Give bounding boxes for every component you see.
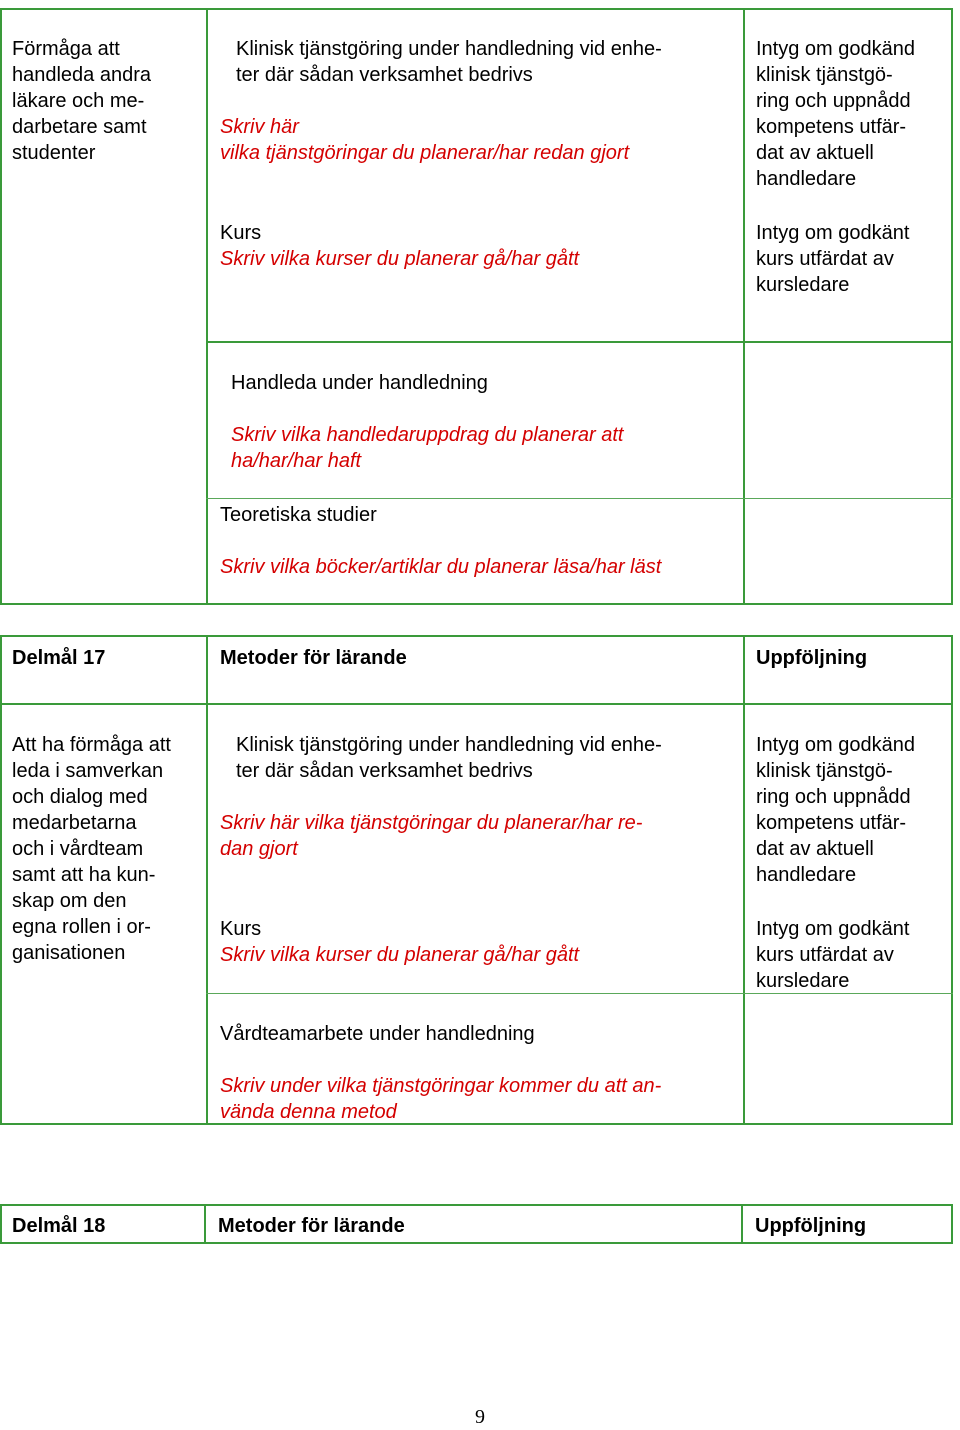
klinisk-hint: Skriv här vilka tjänstgöringar du planerar/har redan gjort [220, 116, 630, 164]
page-number: 9 [475, 1406, 485, 1428]
teori-title: Teoretiska studier [220, 504, 377, 526]
teori-hint: Skriv vilka böcker/artiklar du planerar läsa/har läst [220, 556, 662, 578]
klinisk-title: Klinisk tjänstgöring under handledning vid enhe- ter där sådan verksamhet bedrivs [236, 734, 662, 782]
kurs-title: Kurs [220, 918, 262, 940]
delmal-17-label: Delmål 17 [12, 647, 106, 669]
intyg-klinisk: Intyg om godkänd klinisk tjänstgö- ring och uppnådd kompetens utfär- dat av aktuell handledare [756, 734, 915, 886]
delmal-18-label: Delmål 18 [12, 1215, 106, 1237]
kurs-title: Kurs [220, 222, 262, 244]
intyg-kurs: Intyg om godkänt kurs utfärdat av kursledare [756, 222, 910, 296]
kurs-hint: Skriv vilka kurser du planerar gå/har gått [220, 944, 580, 966]
handleda-hint: Skriv vilka handledaruppdrag du planerar att ha/har/har haft [231, 424, 624, 472]
intyg-klinisk: Intyg om godkänd klinisk tjänstgö- ring och uppnådd kompetens utfär- dat av aktuell handledare [756, 38, 915, 190]
klinisk-title: Klinisk tjänstgöring under handledning vid enhe- ter där sådan verksamhet bedrivs [236, 38, 662, 86]
uppfoljning-label: Uppföljning [755, 1215, 867, 1237]
uppfoljning-label: Uppföljning [756, 647, 868, 669]
intyg-kurs: Intyg om godkänt kurs utfärdat av kursledare [756, 918, 910, 992]
kurs-hint: Skriv vilka kurser du planerar gå/har gått [220, 248, 580, 270]
metoder-label: Metoder för lärande [220, 647, 407, 669]
vardteam-hint: Skriv under vilka tjänstgöringar kommer du att an- vända denna metod [220, 1075, 662, 1123]
handleda-title: Handleda under handledning [231, 372, 488, 394]
klinisk-hint: Skriv här vilka tjänstgöringar du planerar/har re- dan gjort [220, 812, 643, 860]
vardteam-title: Vårdteamarbete under handledning [220, 1023, 535, 1045]
goal-text: Förmåga att handleda andra läkare och me- darbetare samt studenter [12, 38, 152, 164]
metoder-label: Metoder för lärande [218, 1215, 405, 1237]
goal-text: Att ha förmåga att leda i samverkan och dialog med medarbetarna och i vårdteam samt att ha kun- skap om den egna rollen i or- ganisationen [12, 734, 171, 964]
